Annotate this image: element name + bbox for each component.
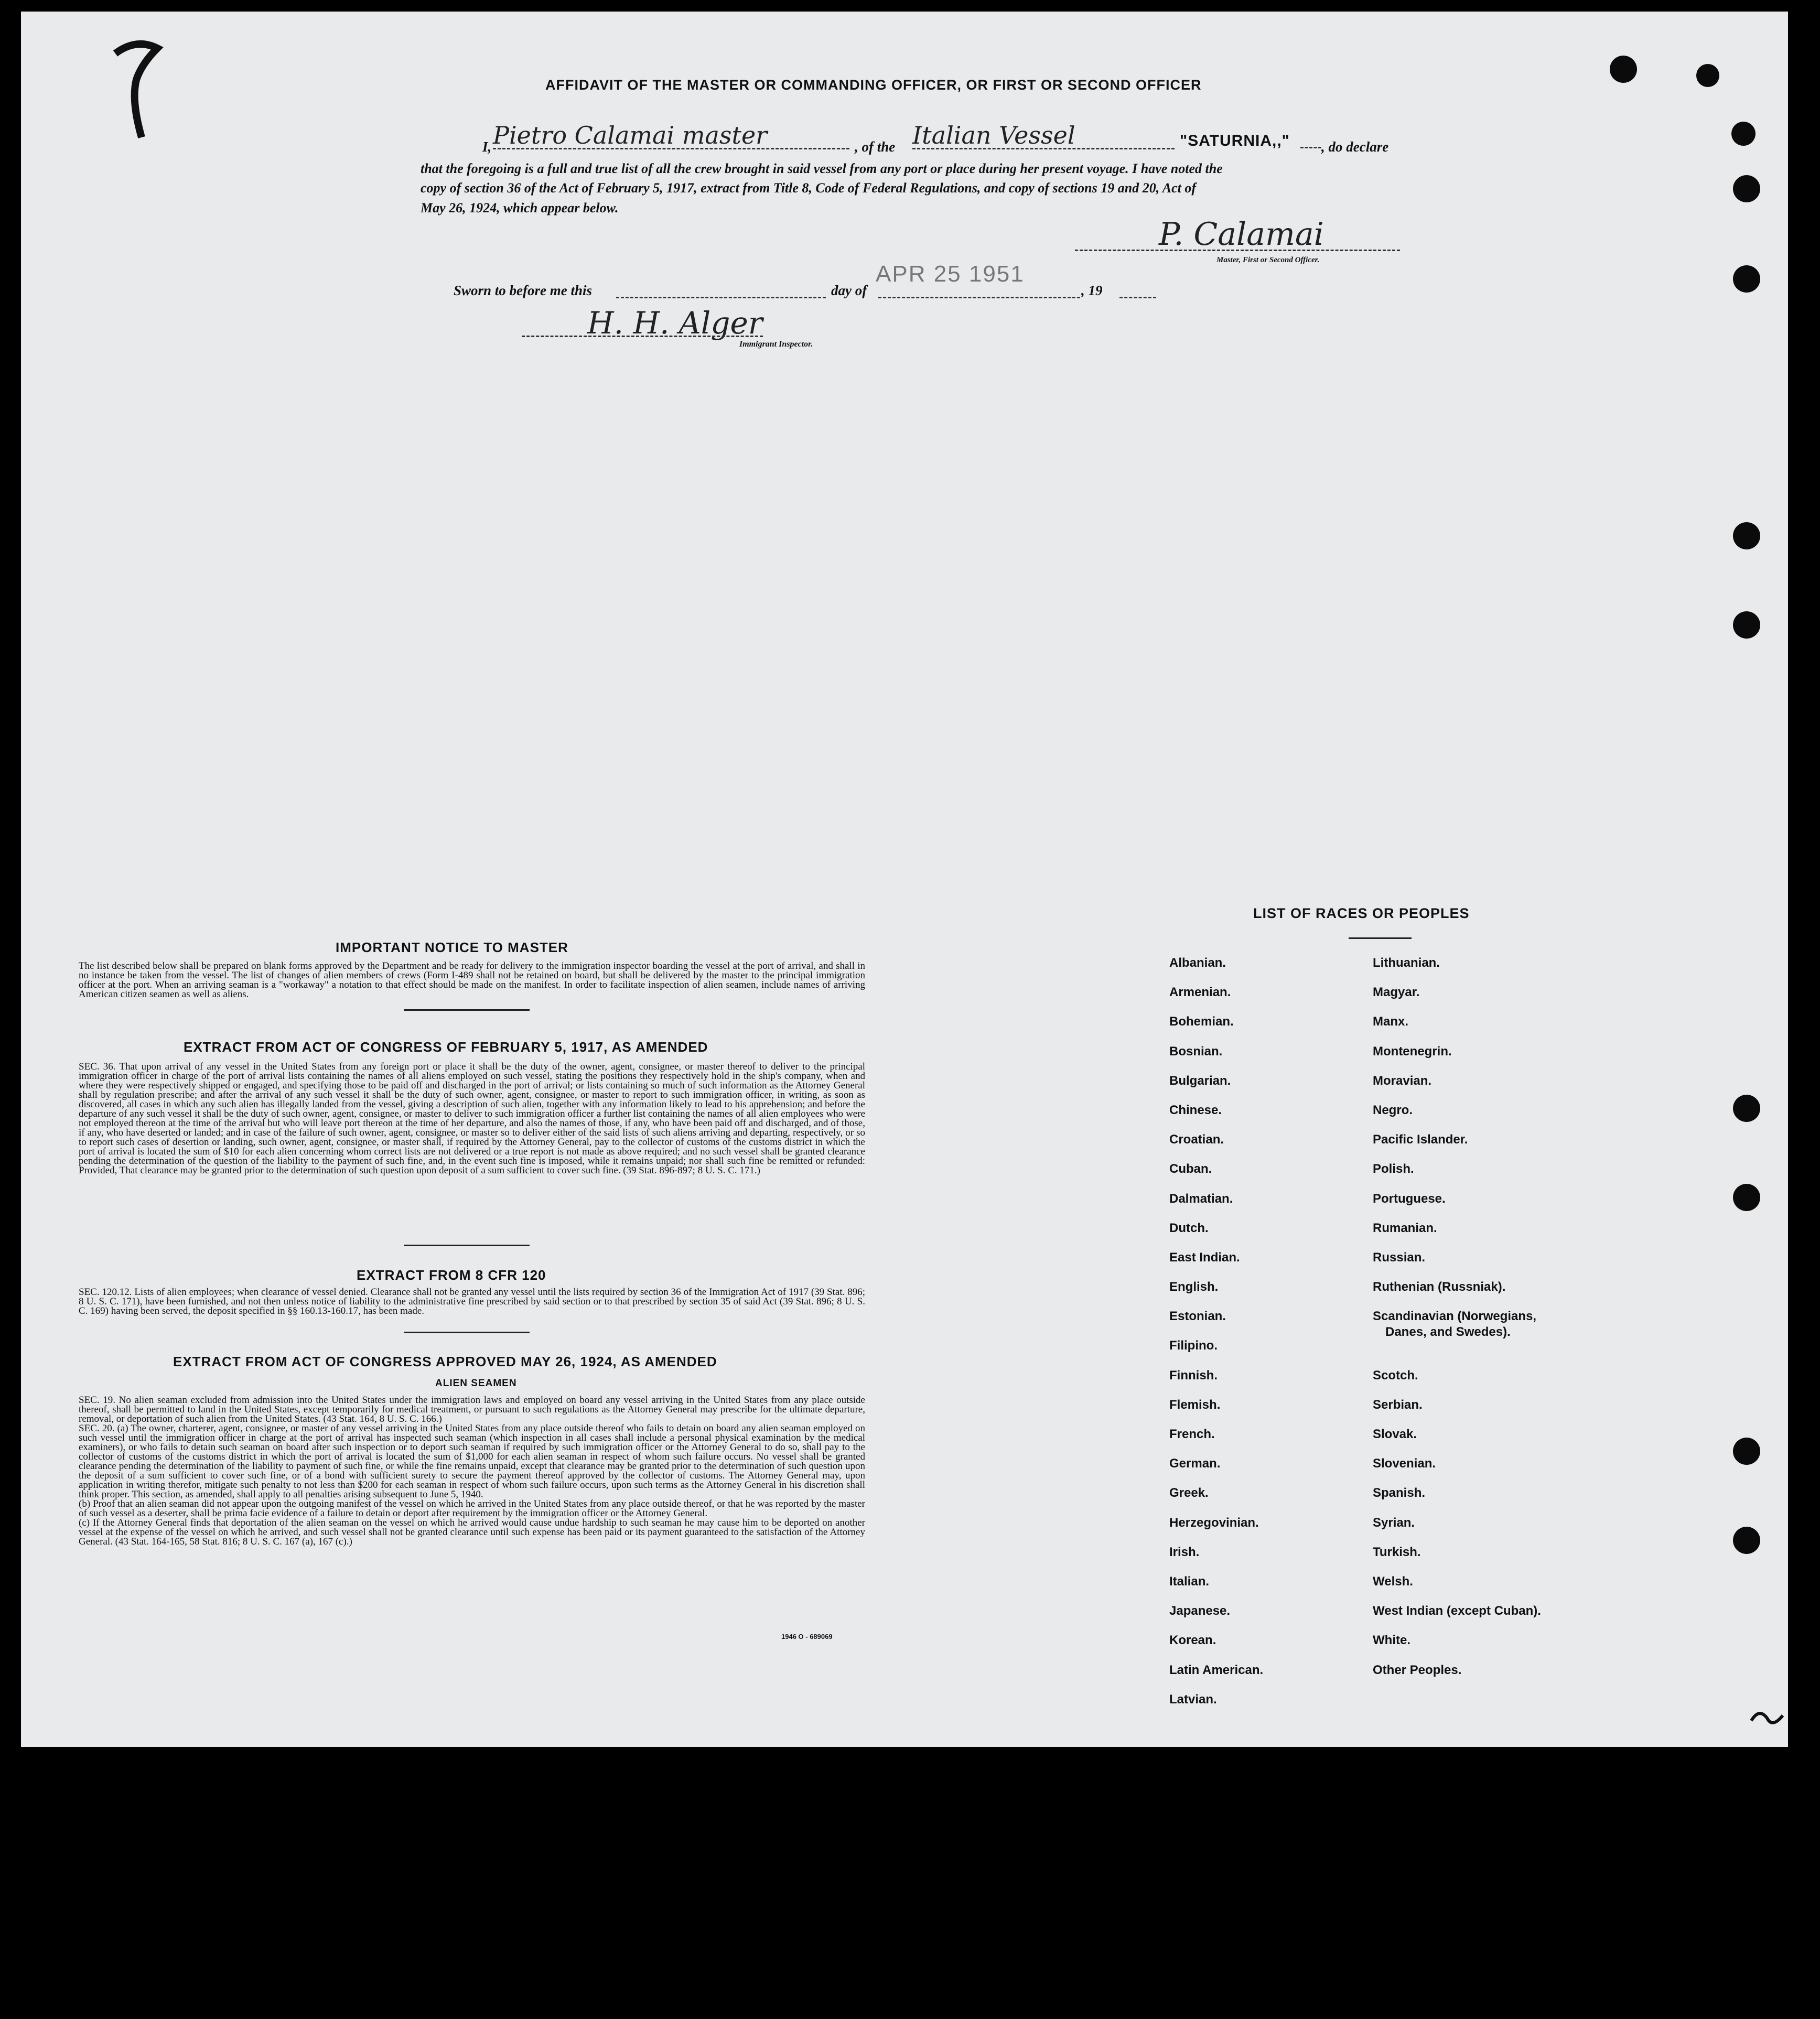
corner-ink-mark <box>105 33 168 143</box>
print-code: 1946 O - 689069 <box>781 1633 833 1640</box>
race-item: Latvian. <box>1169 1692 1217 1707</box>
race-item: Irish. <box>1169 1545 1200 1559</box>
race-item: Chinese. <box>1169 1103 1222 1117</box>
punch-hole <box>1733 522 1760 549</box>
race-item: Latin American. <box>1169 1662 1264 1677</box>
race-item: Montenegrin. <box>1373 1044 1452 1059</box>
race-item: Polish. <box>1373 1162 1414 1176</box>
master-signature-line <box>1075 250 1400 251</box>
race-item: Dutch. <box>1169 1221 1209 1235</box>
i-label: I, <box>482 139 492 155</box>
race-item: East Indian. <box>1169 1250 1240 1265</box>
race-item: Other Peoples. <box>1373 1662 1462 1677</box>
affidavit-body-line2: copy of section 36 of the Act of February 5, 1917, extract from Title 8, Code of Federal Regulations, and copy of sections 19 and 20, Act of <box>421 180 1196 196</box>
section-divider <box>404 1332 530 1333</box>
master-signature: P. Calamai <box>1159 216 1324 253</box>
races-title-rule <box>1349 937 1412 939</box>
year-line <box>1119 297 1156 298</box>
race-item: French. <box>1169 1427 1215 1441</box>
race-item: Slovenian. <box>1373 1456 1436 1471</box>
notice-title: IMPORTANT NOTICE TO MASTER <box>336 940 568 955</box>
extract-1924-subtitle: ALIEN SEAMEN <box>435 1378 517 1389</box>
sec-20b-text: (b) Proof that an alien seaman did not appear upon the outgoing manifest of the vessel on which he arrived in the United States from any place outside thereof, or that he was reported by the master of such vessel as a deserter, shall be prima facie evidence of a failure to detain or deport after requirement by the immigration officer or the Attorney General. <box>79 1498 865 1519</box>
punch-hole <box>1733 265 1760 293</box>
punch-hole <box>1733 1438 1760 1465</box>
extract-cfr-title: EXTRACT FROM 8 CFR 120 <box>357 1267 546 1283</box>
extract-1924-body <box>79 1396 865 1547</box>
race-item: Dalmatian. <box>1169 1191 1233 1206</box>
race-item: Portuguese. <box>1373 1191 1446 1206</box>
race-item: Herzegovinian. <box>1169 1515 1259 1530</box>
race-item: Flemish. <box>1169 1397 1221 1412</box>
race-item: Croatian. <box>1169 1132 1224 1147</box>
extract-1917-title: EXTRACT FROM ACT OF CONGRESS OF FEBRUARY 5, 1917, AS AMENDED <box>184 1039 708 1055</box>
section-divider <box>404 1009 530 1011</box>
vessel-desc-field: Italian Vessel <box>912 123 1175 149</box>
race-item: Slovak. <box>1373 1427 1417 1442</box>
race-item: Japanese. <box>1169 1604 1231 1618</box>
race-item: Filipino. <box>1169 1338 1218 1353</box>
race-item: Cuban. <box>1169 1162 1212 1176</box>
races-left-column <box>1169 955 1263 1721</box>
race-item: German. <box>1169 1456 1221 1471</box>
race-item: Albanian. <box>1169 956 1226 970</box>
race-item-scandinavian: Scandinavian (Norwegians, <box>1373 1309 1537 1324</box>
races-right-column <box>1373 955 1541 1692</box>
sec-20a-text: SEC. 20. (a) The owner, charterer, agent, consignee, or master of any vessel arriving in the United States from any place outside thereof who fails to detain on board any alien seaman employed on such vessel until the immigration officer in charge at the port of arrival has inspected such seaman (which inspection in all cases shall include a personal physical examination by the medical examiners), or who fails to detain such seaman on board after such inspection or to deport such seaman if required by such immigration officer or the Attorney General to do so, shall pay to the collector of customs of the customs district in which the port of arrival is located the sum of $1,000 for each alien seaman in respect of whom such failure occurs. No vessel shall be granted clearance pending the determination of the liability to payment of such fine, or while the fine remains unpaid, except that clearance may be granted prior to the determination of such question upon the deposit of a sum sufficient to cover such fine, or of a bond with sufficient surety to secure the payment thereof approved by the collector of customs. The Attorney General may, upon application in writing therefor, mitigate such penalty to not less than $200 for each seaman in respect of whom such failure occurs, upon such terms as the Attorney General in his discretion shall think proper. This section, as amended, shall apply to all penalties arising subsequent to June 5, 1940. <box>79 1423 865 1500</box>
race-item: Bohemian. <box>1169 1014 1234 1029</box>
master-name-field: Pietro Calamai master <box>493 123 849 149</box>
inspector-signature: H. H. Alger <box>587 305 763 341</box>
punch-hole <box>1733 1184 1760 1211</box>
vessel-name-line <box>1300 147 1321 148</box>
race-item: Armenian. <box>1169 985 1231 1000</box>
punch-hole <box>1731 122 1756 146</box>
race-item: Scotch. <box>1373 1368 1418 1383</box>
race-item: Greek. <box>1169 1486 1209 1500</box>
sec-20c-text: (c) If the Attorney General finds that deportation of the alien seaman on the vessel on which he arrived would cause undue hardship to such seaman he may cause him to be deported on another vessel at the expense of the vessel on which he arrived, and such vessel shall not be granted clearance until such expense has been paid or its payment guaranteed to the satisfaction of the Attorney General. (43 Stat. 164-165, 58 Stat. 816; 8 U. S. C. 167 (a), 167 (c).) <box>79 1517 865 1547</box>
of-the-label: , of the <box>855 139 896 155</box>
year-label: , 19 <box>1081 283 1103 298</box>
race-item: Estonian. <box>1169 1309 1226 1324</box>
page-number-mark <box>1746 1705 1788 1736</box>
race-item: Ruthenian (Russniak). <box>1373 1280 1506 1294</box>
race-item: Moravian. <box>1373 1073 1432 1088</box>
master-caption: Master, First or Second Officer. <box>1216 256 1320 264</box>
declare-label: , do declare <box>1321 139 1389 155</box>
race-item: Negro. <box>1373 1103 1413 1117</box>
race-item: Serbian. <box>1373 1397 1423 1412</box>
inspector-caption: Immigrant Inspector. <box>739 340 813 349</box>
race-item: Magyar. <box>1373 985 1420 1000</box>
date-stamp: APR 25 1951 <box>876 261 1025 287</box>
race-item: Bosnian. <box>1169 1044 1223 1059</box>
punch-hole <box>1733 1095 1760 1122</box>
document-page <box>21 12 1788 1747</box>
race-item: Manx. <box>1373 1014 1409 1029</box>
sworn-day-line <box>616 297 826 298</box>
extract-1917-body: SEC. 36. That upon arrival of any vessel in the United States from any foreign port or place it shall be the duty of the owner, agent, consignee, or master thereof to deliver to the principal immigration officer in charge of the port of arrival lists containing the names of all aliens employed on such vessel, stating the positions they respectively hold in the ship's company, when and where they were respectively shipped or engaged, and specifying those to be paid off and discharged in the port of arrival; or lists containing so much of such information as the Attorney General shall by regulation prescribe; and after the arrival of any such vessel it shall be the duty of such owner, agent, consignee, or master to report to such immigration officer, in writing, as soon as discovered, all cases in which any such alien has illegally landed from the vessel, giving a description of such alien, together with any information likely to lead to his apprehension; and before the departure of any such vessel it shall be the duty of such owner, agent, consignee, or master to deliver to such immigration officer a further list containing the names of all alien employees who were not employed thereon at the time of the arrival but who will leave port thereon at the time of her departure, and also the names of those, if any, who have been paid off and discharged, and of those, if any, who have deserted or landed; and in case of the failure of such owner, agent, consignee, or master so to deliver either of the said lists of such aliens arriving and departing, respectively, or so to report such cases of desertion or landing, such owner, agent, consignee, or master shall, if required by the Attorney General, pay to the collector of customs of the customs district in which the port of arrival is located the sum of $10 for each alien concerning whom correct lists are not delivered or a true report is not made as above required; and no such vessel shall be granted clearance pending the determination of the question of the liability to the payment of such fine, and, in the event such fine is imposed, while it remains unpaid; nor shall such fine be remitted or refunded: Provided, That clearance may be granted prior to the determination of such question upon deposit of a sum sufficient to cover such fine. (39 Stat. 896-897; 8 U. S. C. 171.) <box>79 1061 865 1176</box>
notice-body: The list described below shall be prepared on blank forms approved by the Department and be ready for delivery to the immigration inspector boarding the vessel at the port of arrival, and shall in no instance be taken from the vessel. The list of changes of alien members of crews (Form I-489 shall not be retained on board, but shall be delivered by the master to the principal immigration officer at the port. When an arriving seaman is a "workaway" a notation to that effect should be made on the manifest. In order to facilitate inspection of alien seamen, include names of arriving American citizen seamen as well as aliens. <box>79 960 865 1000</box>
race-item: Russian. <box>1373 1250 1426 1265</box>
race-item: Bulgarian. <box>1169 1073 1231 1088</box>
extract-cfr-body: SEC. 120.12. Lists of alien employees; when clearance of vessel denied. Clearance shall not be granted any vessel until the lists required by section 36 of the Immigration Act of 1917 (39 Stat. 896; 8 U. S. C. 171), have been furnished, and not then unless notice of liability to the administrative fine prescribed by said section or to that prescribed by section 35 of said Act (39 Stat. 896; 8 U. S. C. 169) having been served, the deposit specified in §§ 160.13-160.17, has been made. <box>79 1287 865 1316</box>
race-item: English. <box>1169 1280 1219 1294</box>
punch-hole <box>1733 1527 1760 1554</box>
inspector-signature-line <box>522 336 763 337</box>
sec-19-text: SEC. 19. No alien seaman excluded from admission into the United States under the immigration laws and employed on board any vessel arriving in the United States from any place outside thereof, shall be permitted to land in the United States, except temporarily for medical treatment, or pursuant to such regulations as the Attorney General may prescribe for the ultimate departure, removal, or deportation of such alien from the United States. (43 Stat. 164, 8 U. S. C. 166.) <box>79 1395 865 1424</box>
race-item: Pacific Islander. <box>1373 1132 1468 1147</box>
race-item: Rumanian. <box>1373 1221 1437 1235</box>
race-item: Turkish. <box>1373 1545 1421 1559</box>
vessel-name: "SATURNIA,," <box>1180 132 1290 149</box>
punch-hole <box>1610 56 1637 83</box>
race-item-scandinavian-cont: Danes, and Swedes). <box>1385 1325 1511 1340</box>
race-item: Korean. <box>1169 1633 1216 1648</box>
race-item: Lithuanian. <box>1373 956 1440 970</box>
race-item: Italian. <box>1169 1574 1210 1589</box>
punch-hole <box>1733 611 1760 639</box>
punch-hole <box>1733 175 1760 202</box>
races-title: LIST OF RACES OR PEOPLES <box>1253 905 1470 921</box>
section-divider <box>404 1245 530 1246</box>
affidavit-title: AFFIDAVIT OF THE MASTER OR COMMANDING OFFICER, OR FIRST OR SECOND OFFICER <box>545 77 1202 93</box>
race-item: Syrian. <box>1373 1515 1415 1530</box>
extract-1924-title: EXTRACT FROM ACT OF CONGRESS APPROVED MAY 26, 1924, AS AMENDED <box>173 1354 717 1369</box>
race-item: Spanish. <box>1373 1486 1426 1500</box>
affidavit-body-line1: that the foregoing is a full and true list of all the crew brought in said vessel from any port or place during her present voyage. I have noted the <box>421 161 1223 176</box>
sworn-label: Sworn to before me this <box>454 283 593 298</box>
race-item: West Indian (except Cuban). <box>1373 1604 1541 1618</box>
affidavit-body-line3: May 26, 1924, which appear below. <box>421 200 619 215</box>
punch-hole <box>1696 64 1719 87</box>
race-item <box>1373 1309 1541 1367</box>
day-of-label: day of <box>831 283 867 298</box>
race-item: Welsh. <box>1373 1574 1413 1589</box>
race-item: White. <box>1373 1633 1410 1648</box>
sworn-month-line <box>878 297 1080 298</box>
race-item: Finnish. <box>1169 1368 1218 1383</box>
